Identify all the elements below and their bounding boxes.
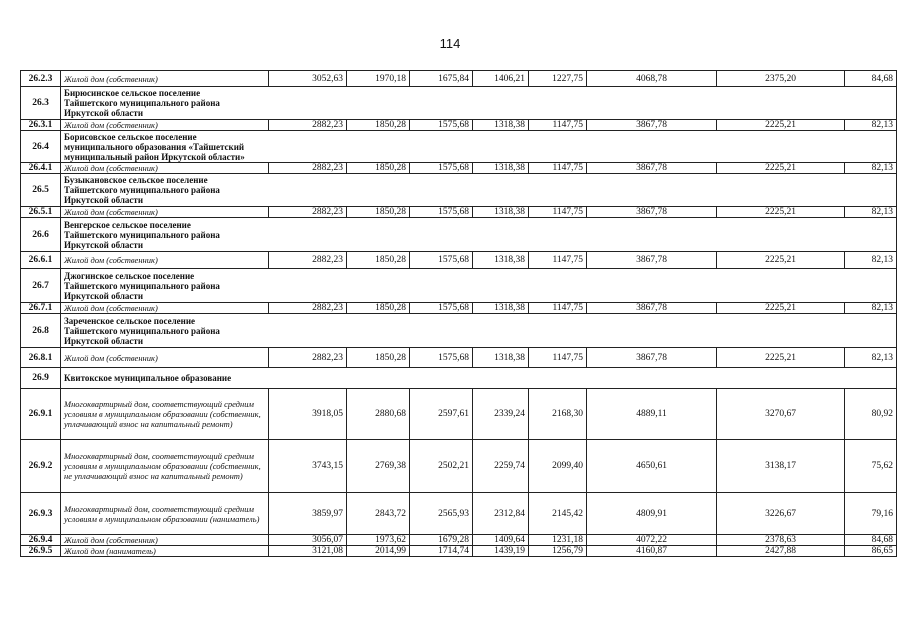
table-row	[21, 440, 897, 493]
settlement-name-line: Тайшетского муниципального района	[64, 98, 220, 108]
tariff-value: 3867,78	[587, 348, 717, 368]
settlement-name-line: Тайшетского муниципального района	[64, 229, 220, 240]
settlement-name-line: Иркутской области	[64, 335, 144, 346]
tariff-value: 2843,72	[347, 493, 410, 535]
section-header-row	[21, 131, 897, 163]
housing-type: Жилой дом (собственник)	[61, 348, 269, 368]
tariff-value: 3226,67	[717, 493, 845, 535]
tariff-value: 4160,87	[587, 546, 717, 557]
tariff-value: 2565,93	[410, 493, 473, 535]
tariff-value: 1575,68	[410, 252, 473, 269]
settlement-name-line: муниципальный район Иркутской области»	[64, 151, 245, 162]
tariff-value: 2882,23	[269, 303, 347, 314]
tariff-value: 3270,67	[717, 389, 845, 440]
row-code: 26.9.2	[21, 440, 61, 493]
tariff-value: 4809,91	[587, 493, 717, 535]
tariff-value: 2312,84	[473, 493, 529, 535]
tariff-value: 2378,63	[717, 535, 845, 546]
tariff-value: 1714,74	[410, 546, 473, 557]
row-code: 26.8	[21, 314, 61, 348]
row-code: 26.8.1	[21, 348, 61, 368]
row-code: 26.4	[21, 131, 61, 163]
section-header-row	[21, 174, 897, 207]
settlement-name-line: Зареченское сельское поселение	[64, 315, 195, 326]
table-row	[21, 303, 897, 314]
settlement-name-line: Бирюсинское сельское поселение	[64, 88, 201, 98]
tariff-table	[20, 70, 897, 557]
housing-type: Жилой дом (собственник)	[61, 303, 269, 314]
tariff-value: 2882,23	[269, 252, 347, 269]
settlement-name	[61, 368, 897, 389]
table-row	[21, 120, 897, 131]
tariff-value: 1318,38	[473, 163, 529, 174]
housing-type: Жилой дом (собственник)	[61, 120, 269, 131]
tariff-value: 4068,78	[587, 71, 717, 87]
table-row	[21, 348, 897, 368]
tariff-value: 1147,75	[529, 348, 587, 368]
row-code: 26.6	[21, 218, 61, 252]
tariff-value: 2882,23	[269, 163, 347, 174]
tariff-value: 1675,84	[410, 71, 473, 87]
tariff-value: 1575,68	[410, 207, 473, 218]
tariff-value: 2014,99	[347, 546, 410, 557]
tariff-value: 2225,21	[717, 163, 845, 174]
housing-type: Жилой дом (наниматель)	[61, 546, 269, 557]
settlement-name-line: муниципального образования «Тайшетский	[64, 141, 245, 152]
table-row	[21, 71, 897, 87]
tariff-value: 1679,28	[410, 535, 473, 546]
section-header-row	[21, 314, 897, 348]
table-row	[21, 207, 897, 218]
tariff-value: 2259,74	[473, 440, 529, 493]
settlement-name-line: Иркутской области	[64, 108, 144, 118]
tariff-value: 1850,28	[347, 207, 410, 218]
row-code: 26.9.5	[21, 546, 61, 557]
tariff-value: 2225,21	[717, 303, 845, 314]
tariff-value: 4889,11	[587, 389, 717, 440]
tariff-value: 3867,78	[587, 252, 717, 269]
tariff-value: 75,62	[845, 440, 897, 493]
row-code: 26.7.1	[21, 303, 61, 314]
settlement-name-line: Квитокское муниципальное образование	[64, 373, 232, 383]
tariff-value: 1318,38	[473, 207, 529, 218]
tariff-value: 79,16	[845, 493, 897, 535]
tariff-value: 3867,78	[587, 120, 717, 131]
housing-type: Жилой дом (собственник)	[61, 252, 269, 269]
tariff-value: 2168,30	[529, 389, 587, 440]
table-row	[21, 252, 897, 269]
settlement-name-line: Борисовское сельское поселение	[64, 131, 197, 142]
housing-type: Многоквартирный дом, соответствующий средним условиям в муниципальном образовании (собственник, уплачивающий взнос на капитальный ремонт)	[61, 389, 269, 440]
tariff-value: 2882,23	[269, 120, 347, 131]
tariff-value: 3743,15	[269, 440, 347, 493]
tariff-value: 3918,05	[269, 389, 347, 440]
tariff-value: 1850,28	[347, 120, 410, 131]
tariff-value: 4650,61	[587, 440, 717, 493]
row-code: 26.9	[21, 368, 61, 389]
tariff-value: 84,68	[845, 535, 897, 546]
tariff-value: 4072,22	[587, 535, 717, 546]
tariff-value: 3859,97	[269, 493, 347, 535]
settlement-name-line: Бузыкановское сельское поселение	[64, 175, 208, 185]
tariff-value: 3052,63	[269, 71, 347, 87]
row-code: 26.7	[21, 269, 61, 303]
tariff-value: 82,13	[845, 303, 897, 314]
tariff-value: 2099,40	[529, 440, 587, 493]
tariff-value: 3056,07	[269, 535, 347, 546]
tariff-value: 1147,75	[529, 120, 587, 131]
tariff-value: 1575,68	[410, 120, 473, 131]
tariff-value: 1318,38	[473, 252, 529, 269]
housing-type: Многоквартирный дом, соответствующий средним условиям в муниципальном образовании (собственник, не уплачивающий взнос на капитальный ремонт)	[61, 440, 269, 493]
tariff-value: 2882,23	[269, 207, 347, 218]
tariff-value: 2225,21	[717, 348, 845, 368]
tariff-value: 1970,18	[347, 71, 410, 87]
tariff-value: 82,13	[845, 207, 897, 218]
tariff-value: 82,13	[845, 348, 897, 368]
tariff-value: 82,13	[845, 120, 897, 131]
tariff-value: 3121,08	[269, 546, 347, 557]
section-header-row	[21, 218, 897, 252]
tariff-value: 1147,75	[529, 252, 587, 269]
tariff-value: 86,65	[845, 546, 897, 557]
settlement-name	[61, 131, 897, 163]
tariff-value: 2225,21	[717, 252, 845, 269]
tariff-value: 2427,88	[717, 546, 845, 557]
housing-type: Жилой дом (собственник)	[61, 71, 269, 87]
row-code: 26.3.1	[21, 120, 61, 131]
tariff-value: 1318,38	[473, 120, 529, 131]
tariff-value: 2502,21	[410, 440, 473, 493]
table-row	[21, 163, 897, 174]
table-row	[21, 389, 897, 440]
row-code: 26.4.1	[21, 163, 61, 174]
tariff-value: 1147,75	[529, 163, 587, 174]
page-number: 114	[439, 36, 461, 51]
table-body	[21, 71, 897, 557]
tariff-value: 82,13	[845, 163, 897, 174]
tariff-value: 1850,28	[347, 303, 410, 314]
tariff-value: 3138,17	[717, 440, 845, 493]
row-code: 26.2.3	[21, 71, 61, 87]
row-code: 26.5.1	[21, 207, 61, 218]
housing-type: Жилой дом (собственник)	[61, 535, 269, 546]
tariff-value: 2145,42	[529, 493, 587, 535]
tariff-value: 2339,24	[473, 389, 529, 440]
tariff-value: 3867,78	[587, 303, 717, 314]
row-code: 26.3	[21, 87, 61, 120]
tariff-value: 2597,61	[410, 389, 473, 440]
tariff-value: 84,68	[845, 71, 897, 87]
row-code: 26.6.1	[21, 252, 61, 269]
section-header-row	[21, 87, 897, 120]
settlement-name	[61, 218, 897, 252]
tariff-value: 1850,28	[347, 163, 410, 174]
settlement-name	[61, 314, 897, 348]
settlement-name	[61, 87, 897, 120]
tariff-value: 2225,21	[717, 207, 845, 218]
settlement-name-line: Джогинское сельское поселение	[64, 270, 195, 281]
tariff-value: 2225,21	[717, 120, 845, 131]
tariff-value: 1256,79	[529, 546, 587, 557]
settlement-name-line: Венгерское сельское поселение	[64, 219, 191, 230]
tariff-value: 1231,18	[529, 535, 587, 546]
tariff-value: 1850,28	[347, 348, 410, 368]
tariff-value: 2882,23	[269, 348, 347, 368]
tariff-value: 2769,38	[347, 440, 410, 493]
row-code: 26.9.4	[21, 535, 61, 546]
settlement-name-line: Иркутской области	[64, 195, 144, 205]
tariff-value: 1147,75	[529, 303, 587, 314]
table-row	[21, 546, 897, 557]
tariff-value: 1850,28	[347, 252, 410, 269]
tariff-value: 1439,19	[473, 546, 529, 557]
section-header-row	[21, 269, 897, 303]
settlement-name-line: Тайшетского муниципального района	[64, 280, 220, 291]
housing-type: Жилой дом (собственник)	[61, 207, 269, 218]
tariff-value: 1406,21	[473, 71, 529, 87]
tariff-value: 1575,68	[410, 303, 473, 314]
tariff-value: 1409,64	[473, 535, 529, 546]
table-row	[21, 535, 897, 546]
row-code: 26.9.3	[21, 493, 61, 535]
tariff-value: 80,92	[845, 389, 897, 440]
settlement-name-line: Иркутской области	[64, 290, 144, 301]
tariff-value: 1318,38	[473, 303, 529, 314]
tariff-value: 3867,78	[587, 163, 717, 174]
housing-type: Жилой дом (собственник)	[61, 163, 269, 174]
tariff-value: 1227,75	[529, 71, 587, 87]
tariff-value: 2375,20	[717, 71, 845, 87]
settlement-name	[61, 269, 897, 303]
settlement-name-line: Иркутской области	[64, 239, 144, 250]
settlement-name-line: Тайшетского муниципального района	[64, 325, 220, 336]
tariff-value: 1318,38	[473, 348, 529, 368]
tariff-value: 1973,62	[347, 535, 410, 546]
tariff-value: 1575,68	[410, 348, 473, 368]
row-code: 26.9.1	[21, 389, 61, 440]
tariff-value: 1575,68	[410, 163, 473, 174]
row-code: 26.5	[21, 174, 61, 207]
tariff-value: 1147,75	[529, 207, 587, 218]
tariff-value: 2880,68	[347, 389, 410, 440]
table-row	[21, 493, 897, 535]
housing-type: Многоквартирный дом, соответствующий средним условиям в муниципальном образовании (наниматель)	[61, 493, 269, 535]
settlement-name	[61, 174, 897, 207]
settlement-name-line: Тайшетского муниципального района	[64, 185, 220, 195]
tariff-value: 3867,78	[587, 207, 717, 218]
tariff-value: 82,13	[845, 252, 897, 269]
section-header-row	[21, 368, 897, 389]
